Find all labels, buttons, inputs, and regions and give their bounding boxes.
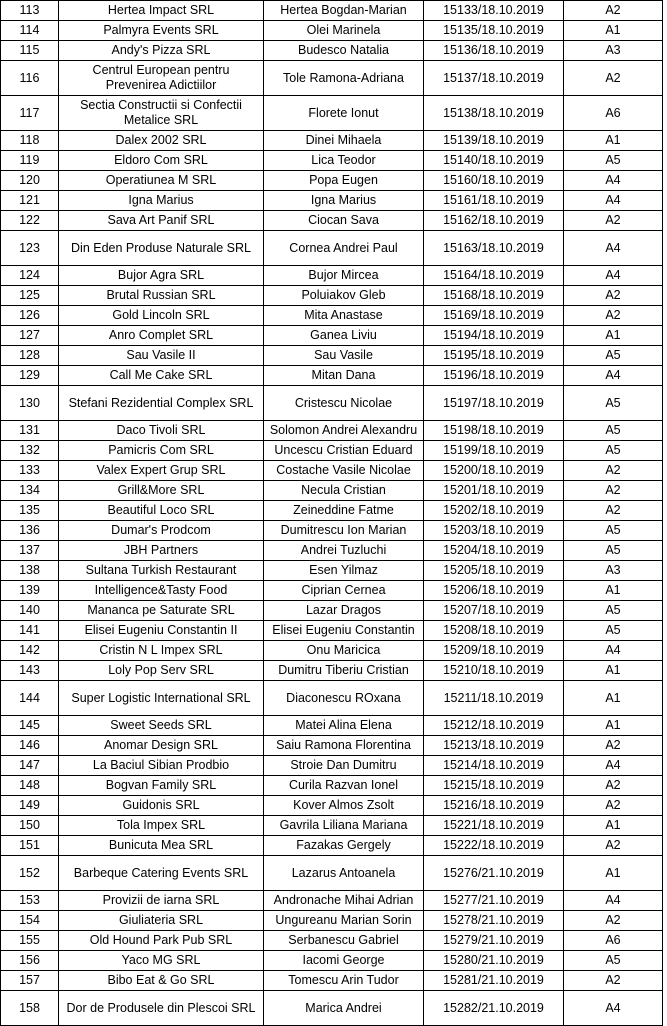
company-name-cell: Anro Complet SRL <box>59 326 264 346</box>
category-cell: A1 <box>564 326 663 346</box>
registration-number-cell: 15277/21.10.2019 <box>424 891 564 911</box>
contact-person-cell: Bujor Mircea <box>264 266 424 286</box>
category-cell: A4 <box>564 171 663 191</box>
contact-person-cell: Igna Marius <box>264 191 424 211</box>
table-row <box>1 61 663 96</box>
contact-person-cell: Popa Eugen <box>264 171 424 191</box>
table-row <box>1 856 663 891</box>
row-number-cell: 135 <box>1 501 59 521</box>
registry-table-body <box>1 1 663 1026</box>
category-cell: A2 <box>564 61 663 96</box>
category-cell: A5 <box>564 441 663 461</box>
company-name-cell: Valex Expert Grup SRL <box>59 461 264 481</box>
table-row <box>1 601 663 621</box>
registration-number-cell: 15133/18.10.2019 <box>424 1 564 21</box>
contact-person-cell: Costache Vasile Nicolae <box>264 461 424 481</box>
table-row <box>1 21 663 41</box>
row-number-cell: 131 <box>1 421 59 441</box>
table-row <box>1 286 663 306</box>
contact-person-cell: Andronache Mihai Adrian <box>264 891 424 911</box>
row-number-cell: 117 <box>1 96 59 131</box>
row-number-cell: 124 <box>1 266 59 286</box>
contact-person-cell: Zeineddine Fatme <box>264 501 424 521</box>
company-name-cell: Palmyra Events SRL <box>59 21 264 41</box>
registration-number-cell: 15138/18.10.2019 <box>424 96 564 131</box>
row-number-cell: 142 <box>1 641 59 661</box>
table-row <box>1 796 663 816</box>
company-name-cell: Andy's Pizza SRL <box>59 41 264 61</box>
category-cell: A5 <box>564 621 663 641</box>
category-cell: A5 <box>564 601 663 621</box>
category-cell: A6 <box>564 96 663 131</box>
row-number-cell: 151 <box>1 836 59 856</box>
table-row <box>1 756 663 776</box>
company-name-cell: Cristin N L Impex SRL <box>59 641 264 661</box>
contact-person-cell: Solomon Andrei Alexandru <box>264 421 424 441</box>
table-row <box>1 911 663 931</box>
registration-number-cell: 15196/18.10.2019 <box>424 366 564 386</box>
category-cell: A4 <box>564 756 663 776</box>
company-name-cell: Sweet Seeds SRL <box>59 716 264 736</box>
company-name-cell: Guidonis SRL <box>59 796 264 816</box>
table-row <box>1 971 663 991</box>
registration-number-cell: 15203/18.10.2019 <box>424 521 564 541</box>
row-number-cell: 114 <box>1 21 59 41</box>
registration-number-cell: 15163/18.10.2019 <box>424 231 564 266</box>
row-number-cell: 154 <box>1 911 59 931</box>
company-name-cell: Sultana Turkish Restaurant <box>59 561 264 581</box>
company-name-cell: Igna Marius <box>59 191 264 211</box>
company-name-cell: Stefani Rezidential Complex SRL <box>59 386 264 421</box>
table-row <box>1 461 663 481</box>
company-name-cell: Call Me Cake SRL <box>59 366 264 386</box>
category-cell: A1 <box>564 131 663 151</box>
registration-number-cell: 15198/18.10.2019 <box>424 421 564 441</box>
company-name-cell: Super Logistic International SRL <box>59 681 264 716</box>
category-cell: A2 <box>564 286 663 306</box>
company-name-cell: JBH Partners <box>59 541 264 561</box>
registration-number-cell: 15160/18.10.2019 <box>424 171 564 191</box>
company-name-cell: Giuliateria SRL <box>59 911 264 931</box>
company-name-cell: Intelligence&Tasty Food <box>59 581 264 601</box>
contact-person-cell: Olei Marinela <box>264 21 424 41</box>
table-row <box>1 581 663 601</box>
contact-person-cell: Sau Vasile <box>264 346 424 366</box>
company-name-cell: Hertea Impact SRL <box>59 1 264 21</box>
row-number-cell: 121 <box>1 191 59 211</box>
contact-person-cell: Hertea Bogdan-Marian <box>264 1 424 21</box>
table-row <box>1 681 663 716</box>
row-number-cell: 129 <box>1 366 59 386</box>
contact-person-cell: Onu Maricica <box>264 641 424 661</box>
company-name-cell: Sectia Constructii si Confectii Metalice SRL <box>59 96 264 131</box>
category-cell: A2 <box>564 911 663 931</box>
category-cell: A5 <box>564 541 663 561</box>
table-row <box>1 736 663 756</box>
category-cell: A3 <box>564 561 663 581</box>
row-number-cell: 153 <box>1 891 59 911</box>
category-cell: A6 <box>564 931 663 951</box>
category-cell: A2 <box>564 481 663 501</box>
category-cell: A4 <box>564 231 663 266</box>
registration-number-cell: 15282/21.10.2019 <box>424 991 564 1026</box>
registration-number-cell: 15201/18.10.2019 <box>424 481 564 501</box>
row-number-cell: 149 <box>1 796 59 816</box>
registration-number-cell: 15211/18.10.2019 <box>424 681 564 716</box>
table-row <box>1 131 663 151</box>
company-name-cell: Provizii de iarna SRL <box>59 891 264 911</box>
registration-number-cell: 15204/18.10.2019 <box>424 541 564 561</box>
category-cell: A4 <box>564 266 663 286</box>
row-number-cell: 140 <box>1 601 59 621</box>
contact-person-cell: Uncescu Cristian Eduard <box>264 441 424 461</box>
registration-number-cell: 15194/18.10.2019 <box>424 326 564 346</box>
category-cell: A1 <box>564 21 663 41</box>
row-number-cell: 157 <box>1 971 59 991</box>
company-name-cell: Sau Vasile II <box>59 346 264 366</box>
row-number-cell: 158 <box>1 991 59 1026</box>
table-row <box>1 211 663 231</box>
contact-person-cell: Tomescu Arin Tudor <box>264 971 424 991</box>
registration-number-cell: 15214/18.10.2019 <box>424 756 564 776</box>
company-name-cell: Bogvan Family SRL <box>59 776 264 796</box>
category-cell: A2 <box>564 501 663 521</box>
registration-number-cell: 15213/18.10.2019 <box>424 736 564 756</box>
table-row <box>1 776 663 796</box>
table-row <box>1 836 663 856</box>
contact-person-cell: Serbanescu Gabriel <box>264 931 424 951</box>
contact-person-cell: Elisei Eugeniu Constantin <box>264 621 424 641</box>
contact-person-cell: Fazakas Gergely <box>264 836 424 856</box>
row-number-cell: 147 <box>1 756 59 776</box>
registration-number-cell: 15206/18.10.2019 <box>424 581 564 601</box>
registration-number-cell: 15222/18.10.2019 <box>424 836 564 856</box>
registration-number-cell: 15207/18.10.2019 <box>424 601 564 621</box>
company-name-cell: Daco Tivoli SRL <box>59 421 264 441</box>
row-number-cell: 123 <box>1 231 59 266</box>
category-cell: A5 <box>564 421 663 441</box>
category-cell: A1 <box>564 661 663 681</box>
row-number-cell: 128 <box>1 346 59 366</box>
company-name-cell: Beautiful Loco SRL <box>59 501 264 521</box>
row-number-cell: 134 <box>1 481 59 501</box>
registration-number-cell: 15208/18.10.2019 <box>424 621 564 641</box>
company-name-cell: Dalex 2002 SRL <box>59 131 264 151</box>
contact-person-cell: Ciocan Sava <box>264 211 424 231</box>
company-name-cell: Dumar's Prodcom <box>59 521 264 541</box>
row-number-cell: 138 <box>1 561 59 581</box>
registration-number-cell: 15162/18.10.2019 <box>424 211 564 231</box>
category-cell: A2 <box>564 736 663 756</box>
row-number-cell: 118 <box>1 131 59 151</box>
registration-number-cell: 15139/18.10.2019 <box>424 131 564 151</box>
contact-person-cell: Ciprian Cernea <box>264 581 424 601</box>
contact-person-cell: Saiu Ramona Florentina <box>264 736 424 756</box>
category-cell: A4 <box>564 191 663 211</box>
table-row <box>1 661 663 681</box>
contact-person-cell: Ungureanu Marian Sorin <box>264 911 424 931</box>
row-number-cell: 132 <box>1 441 59 461</box>
row-number-cell: 130 <box>1 386 59 421</box>
category-cell: A3 <box>564 41 663 61</box>
row-number-cell: 119 <box>1 151 59 171</box>
category-cell: A5 <box>564 951 663 971</box>
registration-number-cell: 15281/21.10.2019 <box>424 971 564 991</box>
contact-person-cell: Lazar Dragos <box>264 601 424 621</box>
registration-number-cell: 15202/18.10.2019 <box>424 501 564 521</box>
contact-person-cell: Stroie Dan Dumitru <box>264 756 424 776</box>
table-row <box>1 386 663 421</box>
registration-number-cell: 15136/18.10.2019 <box>424 41 564 61</box>
category-cell: A1 <box>564 816 663 836</box>
category-cell: A2 <box>564 1 663 21</box>
company-name-cell: La Baciul Sibian Prodbio <box>59 756 264 776</box>
contact-person-cell: Dumitrescu Ion Marian <box>264 521 424 541</box>
table-row <box>1 441 663 461</box>
company-name-cell: Bibo Eat & Go SRL <box>59 971 264 991</box>
registration-number-cell: 15212/18.10.2019 <box>424 716 564 736</box>
category-cell: A2 <box>564 306 663 326</box>
contact-person-cell: Cornea Andrei Paul <box>264 231 424 266</box>
contact-person-cell: Marica Andrei <box>264 991 424 1026</box>
category-cell: A1 <box>564 716 663 736</box>
registration-number-cell: 15137/18.10.2019 <box>424 61 564 96</box>
registration-number-cell: 15276/21.10.2019 <box>424 856 564 891</box>
contact-person-cell: Mita Anastase <box>264 306 424 326</box>
table-row <box>1 421 663 441</box>
contact-person-cell: Diaconescu ROxana <box>264 681 424 716</box>
company-name-cell: Dor de Produsele din Plescoi SRL <box>59 991 264 1026</box>
company-name-cell: Centrul European pentru Prevenirea Adictiilor <box>59 61 264 96</box>
contact-person-cell: Matei Alina Elena <box>264 716 424 736</box>
registration-number-cell: 15168/18.10.2019 <box>424 286 564 306</box>
contact-person-cell: Iacomi George <box>264 951 424 971</box>
table-row <box>1 641 663 661</box>
table-row <box>1 951 663 971</box>
company-name-cell: Pamicris Com SRL <box>59 441 264 461</box>
registration-number-cell: 15135/18.10.2019 <box>424 21 564 41</box>
contact-person-cell: Kover Almos Zsolt <box>264 796 424 816</box>
registration-number-cell: 15195/18.10.2019 <box>424 346 564 366</box>
category-cell: A1 <box>564 681 663 716</box>
category-cell: A2 <box>564 796 663 816</box>
company-name-cell: Tola Impex SRL <box>59 816 264 836</box>
row-number-cell: 156 <box>1 951 59 971</box>
category-cell: A5 <box>564 386 663 421</box>
row-number-cell: 139 <box>1 581 59 601</box>
company-name-cell: Yaco MG SRL <box>59 951 264 971</box>
row-number-cell: 115 <box>1 41 59 61</box>
row-number-cell: 116 <box>1 61 59 96</box>
row-number-cell: 136 <box>1 521 59 541</box>
table-row <box>1 96 663 131</box>
registration-number-cell: 15205/18.10.2019 <box>424 561 564 581</box>
contact-person-cell: Cristescu Nicolae <box>264 386 424 421</box>
table-row <box>1 931 663 951</box>
table-row <box>1 266 663 286</box>
category-cell: A5 <box>564 346 663 366</box>
registration-number-cell: 15197/18.10.2019 <box>424 386 564 421</box>
row-number-cell: 126 <box>1 306 59 326</box>
registration-number-cell: 15200/18.10.2019 <box>424 461 564 481</box>
company-name-cell: Old Hound Park Pub SRL <box>59 931 264 951</box>
company-name-cell: Barbeque Catering Events SRL <box>59 856 264 891</box>
row-number-cell: 144 <box>1 681 59 716</box>
contact-person-cell: Lazarus Antoanela <box>264 856 424 891</box>
contact-person-cell: Ganea Liviu <box>264 326 424 346</box>
registration-number-cell: 15215/18.10.2019 <box>424 776 564 796</box>
table-row <box>1 481 663 501</box>
contact-person-cell: Mitan Dana <box>264 366 424 386</box>
table-row <box>1 991 663 1026</box>
row-number-cell: 125 <box>1 286 59 306</box>
company-name-cell: Din Eden Produse Naturale SRL <box>59 231 264 266</box>
contact-person-cell: Lica Teodor <box>264 151 424 171</box>
registration-number-cell: 15161/18.10.2019 <box>424 191 564 211</box>
row-number-cell: 150 <box>1 816 59 836</box>
company-name-cell: Sava Art Panif SRL <box>59 211 264 231</box>
contact-person-cell: Poluiakov Gleb <box>264 286 424 306</box>
table-row <box>1 716 663 736</box>
table-row <box>1 816 663 836</box>
table-row <box>1 231 663 266</box>
table-row <box>1 41 663 61</box>
table-row <box>1 621 663 641</box>
row-number-cell: 122 <box>1 211 59 231</box>
table-row <box>1 561 663 581</box>
table-row <box>1 151 663 171</box>
company-name-cell: Brutal Russian SRL <box>59 286 264 306</box>
registration-number-cell: 15216/18.10.2019 <box>424 796 564 816</box>
registration-number-cell: 15140/18.10.2019 <box>424 151 564 171</box>
category-cell: A2 <box>564 211 663 231</box>
table-row <box>1 346 663 366</box>
table-row <box>1 366 663 386</box>
row-number-cell: 155 <box>1 931 59 951</box>
registration-number-cell: 15169/18.10.2019 <box>424 306 564 326</box>
contact-person-cell: Dinei Mihaela <box>264 131 424 151</box>
row-number-cell: 148 <box>1 776 59 796</box>
category-cell: A2 <box>564 836 663 856</box>
table-row <box>1 326 663 346</box>
registration-number-cell: 15164/18.10.2019 <box>424 266 564 286</box>
row-number-cell: 113 <box>1 1 59 21</box>
row-number-cell: 145 <box>1 716 59 736</box>
category-cell: A4 <box>564 641 663 661</box>
company-name-cell: Eldoro Com SRL <box>59 151 264 171</box>
row-number-cell: 152 <box>1 856 59 891</box>
company-name-cell: Mananca pe Saturate SRL <box>59 601 264 621</box>
contact-person-cell: Gavrila Liliana Mariana <box>264 816 424 836</box>
category-cell: A1 <box>564 856 663 891</box>
company-name-cell: Bujor Agra SRL <box>59 266 264 286</box>
registration-number-cell: 15279/21.10.2019 <box>424 931 564 951</box>
registration-number-cell: 15221/18.10.2019 <box>424 816 564 836</box>
row-number-cell: 141 <box>1 621 59 641</box>
row-number-cell: 133 <box>1 461 59 481</box>
table-row <box>1 191 663 211</box>
row-number-cell: 137 <box>1 541 59 561</box>
contact-person-cell: Necula Cristian <box>264 481 424 501</box>
row-number-cell: 146 <box>1 736 59 756</box>
table-row <box>1 171 663 191</box>
registration-number-cell: 15209/18.10.2019 <box>424 641 564 661</box>
company-name-cell: Elisei Eugeniu Constantin II <box>59 621 264 641</box>
company-name-cell: Bunicuta Mea SRL <box>59 836 264 856</box>
table-row <box>1 521 663 541</box>
company-name-cell: Operatiunea M SRL <box>59 171 264 191</box>
row-number-cell: 143 <box>1 661 59 681</box>
category-cell: A2 <box>564 971 663 991</box>
registration-number-cell: 15199/18.10.2019 <box>424 441 564 461</box>
table-row <box>1 306 663 326</box>
table-row <box>1 541 663 561</box>
category-cell: A2 <box>564 461 663 481</box>
row-number-cell: 127 <box>1 326 59 346</box>
company-name-cell: Loly Pop Serv SRL <box>59 661 264 681</box>
registration-number-cell: 15280/21.10.2019 <box>424 951 564 971</box>
category-cell: A5 <box>564 151 663 171</box>
company-name-cell: Anomar Design SRL <box>59 736 264 756</box>
row-number-cell: 120 <box>1 171 59 191</box>
contact-person-cell: Budesco Natalia <box>264 41 424 61</box>
category-cell: A4 <box>564 891 663 911</box>
company-name-cell: Grill&More SRL <box>59 481 264 501</box>
category-cell: A1 <box>564 581 663 601</box>
contact-person-cell: Curila Razvan Ionel <box>264 776 424 796</box>
registration-number-cell: 15278/21.10.2019 <box>424 911 564 931</box>
category-cell: A5 <box>564 521 663 541</box>
contact-person-cell: Esen Yilmaz <box>264 561 424 581</box>
category-cell: A4 <box>564 366 663 386</box>
registration-number-cell: 15210/18.10.2019 <box>424 661 564 681</box>
company-name-cell: Gold Lincoln SRL <box>59 306 264 326</box>
contact-person-cell: Tole Ramona-Adriana <box>264 61 424 96</box>
contact-person-cell: Andrei Tuzluchi <box>264 541 424 561</box>
contact-person-cell: Dumitru Tiberiu Cristian <box>264 661 424 681</box>
category-cell: A4 <box>564 991 663 1026</box>
table-row <box>1 501 663 521</box>
category-cell: A2 <box>564 776 663 796</box>
table-row <box>1 891 663 911</box>
table-row <box>1 1 663 21</box>
contact-person-cell: Florete Ionut <box>264 96 424 131</box>
